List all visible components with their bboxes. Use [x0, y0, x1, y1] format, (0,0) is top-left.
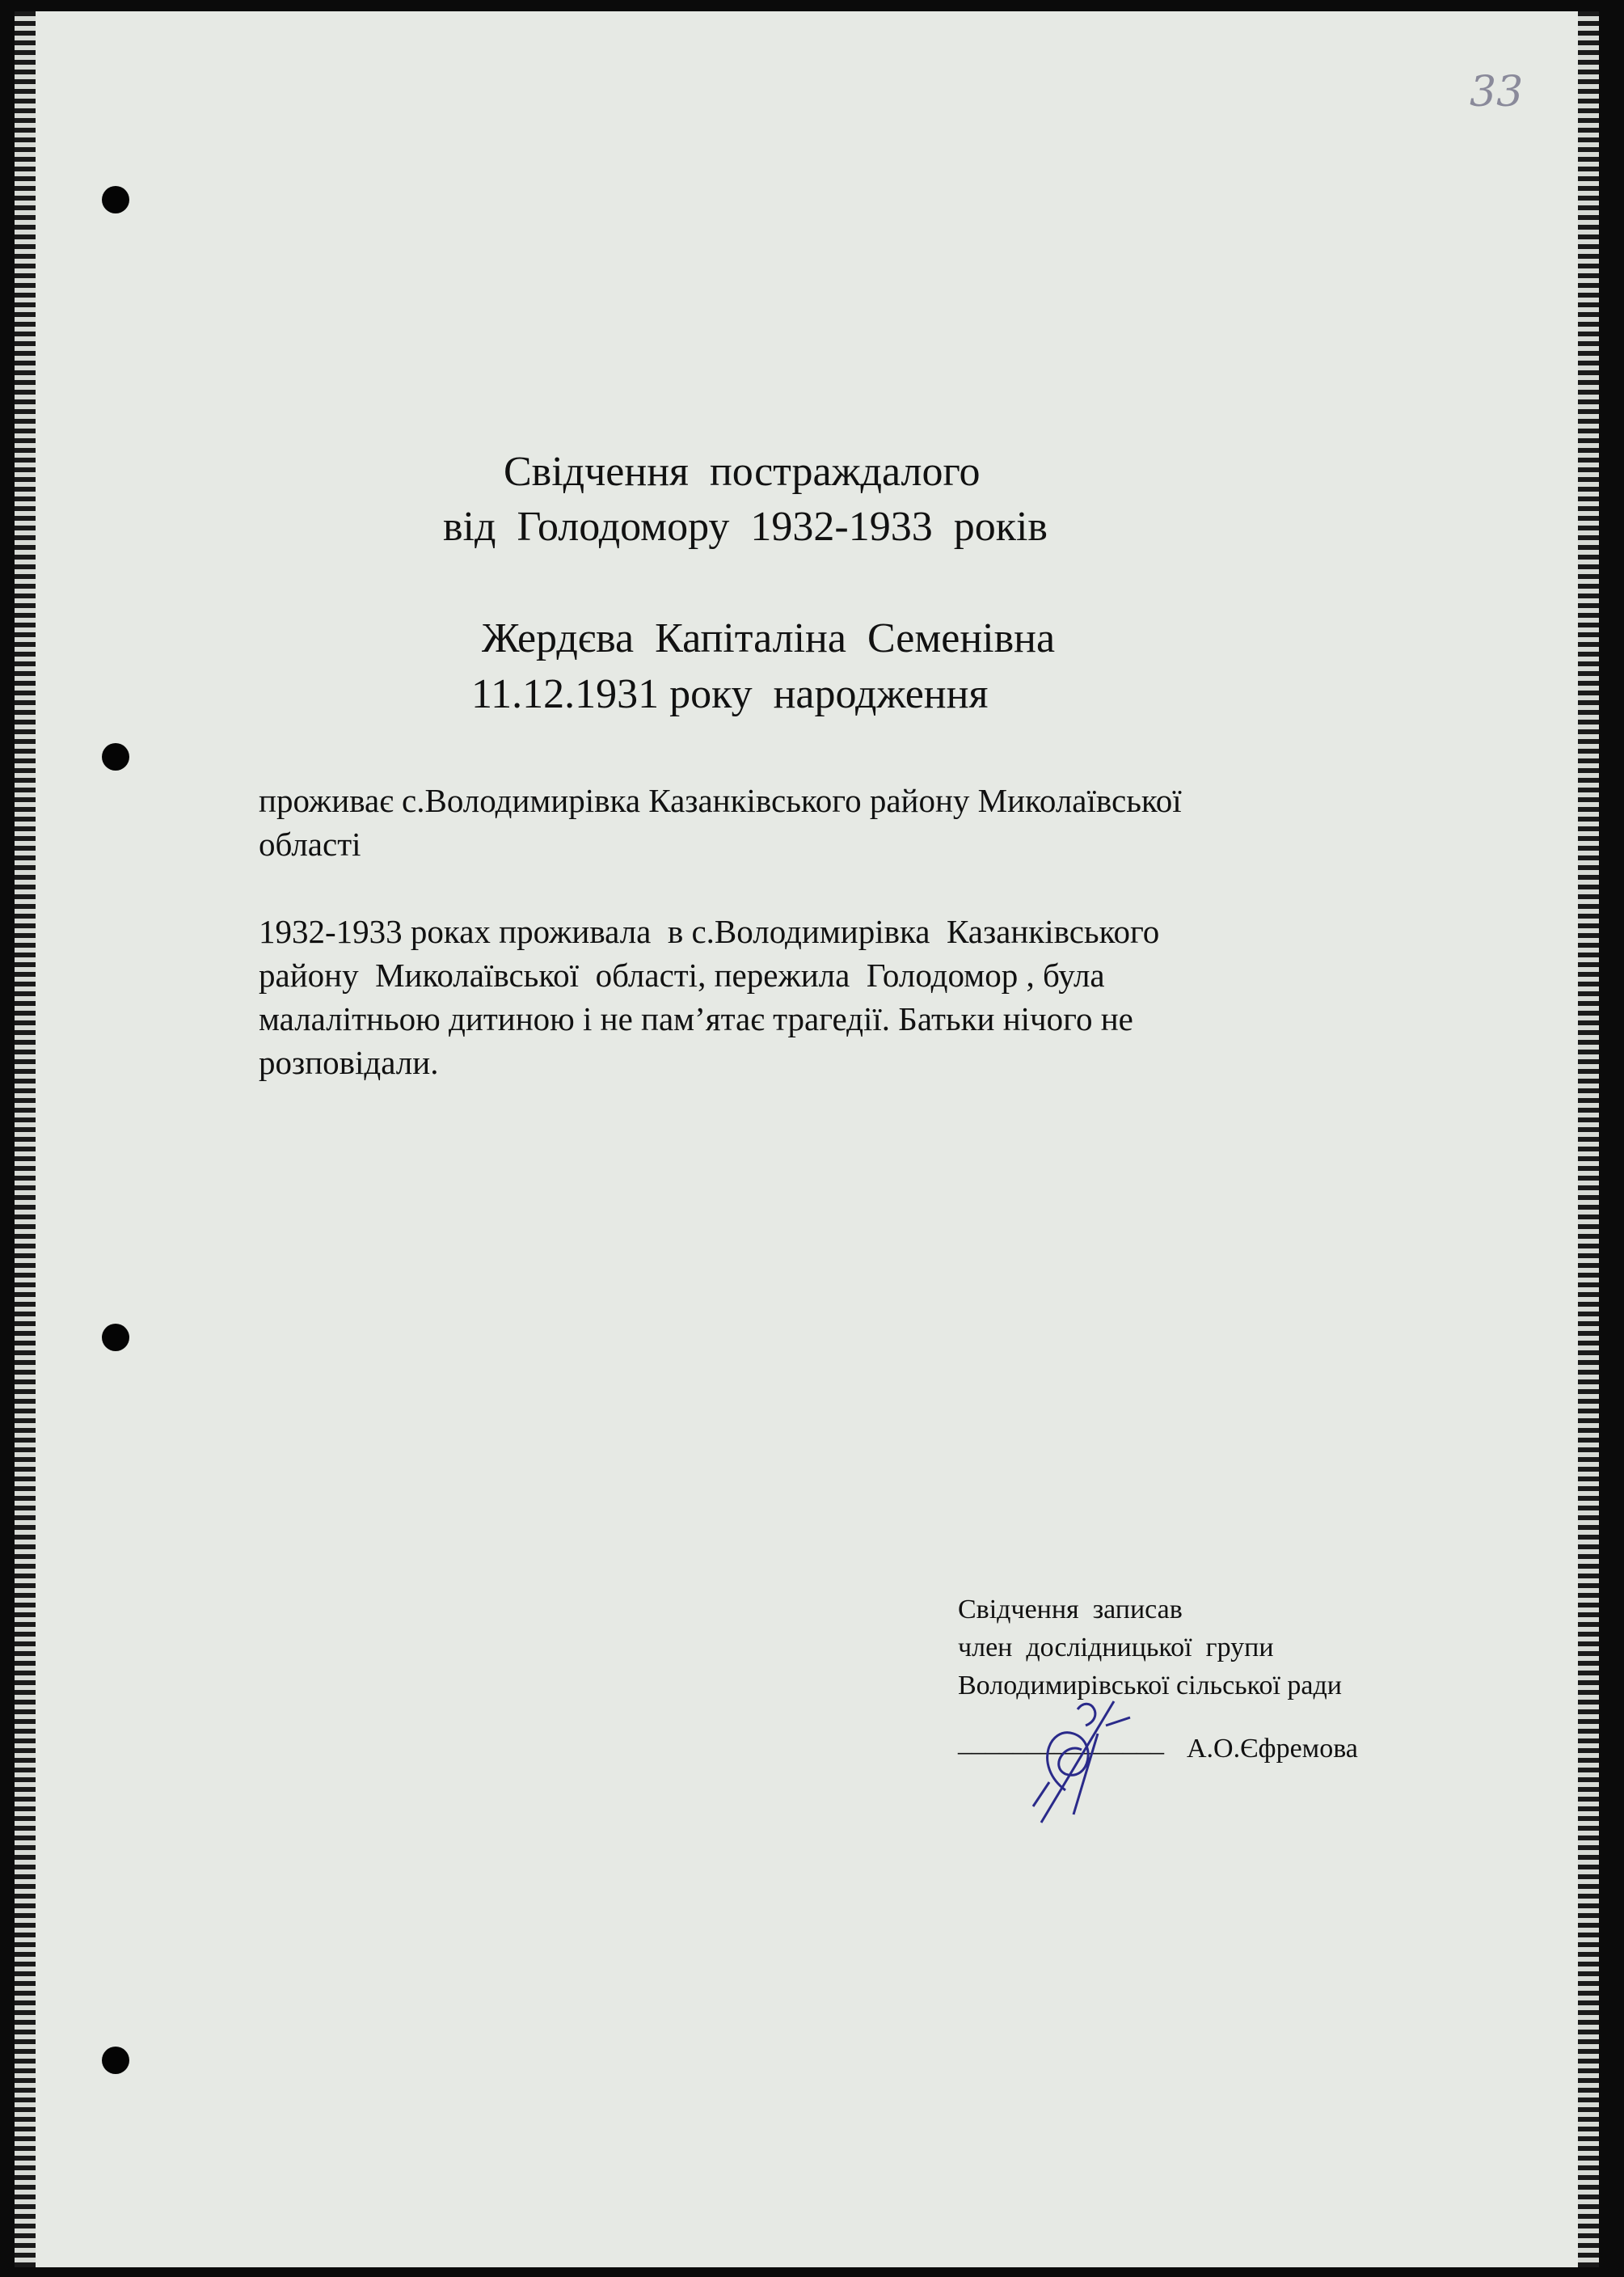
recorder-line-2: член дослідницької групи	[958, 1633, 1274, 1662]
right-scan-edge	[1578, 11, 1599, 2267]
testimony-line: 1932-1933 роках проживала в с.Володимирівка Казанківського	[259, 913, 1160, 950]
document-page	[15, 11, 1599, 2267]
testimony-line: розповідали.	[259, 1044, 439, 1081]
title-line-2: від Голодомору 1932-1933 років	[443, 504, 1048, 550]
punch-hole	[102, 186, 129, 213]
title-line-1: Свідчення постраждалого	[504, 449, 981, 495]
testimony-line: малалітньою дитиною і не пам’ятає трагедії. Батьки нічого не	[259, 1000, 1133, 1037]
signer-name: А.О.Єфремова	[1187, 1734, 1358, 1764]
punch-hole	[102, 743, 129, 771]
punch-hole	[102, 1324, 129, 1351]
page-number: 33	[1470, 68, 1524, 116]
birth-date: 11.12.1931 року народження	[471, 671, 989, 717]
witness-name: Жердєва Капіталіна Семенівна	[482, 615, 1056, 661]
residence-line-2: області	[259, 826, 361, 863]
recorder-line-1: Свідчення записав	[958, 1595, 1183, 1624]
signature-line: _______________	[958, 1727, 1164, 1757]
testimony-line: району Миколаївської області, пережила Голодомор , була	[259, 957, 1105, 994]
handwritten-signature	[1017, 1693, 1146, 1831]
residence-line-1: проживає с.Володимирівка Казанківського району Миколаївської	[259, 782, 1182, 819]
recorder-line-3: Володимирівської сільської ради	[958, 1671, 1342, 1700]
punch-hole	[102, 2047, 129, 2074]
left-scan-edge	[15, 11, 36, 2267]
